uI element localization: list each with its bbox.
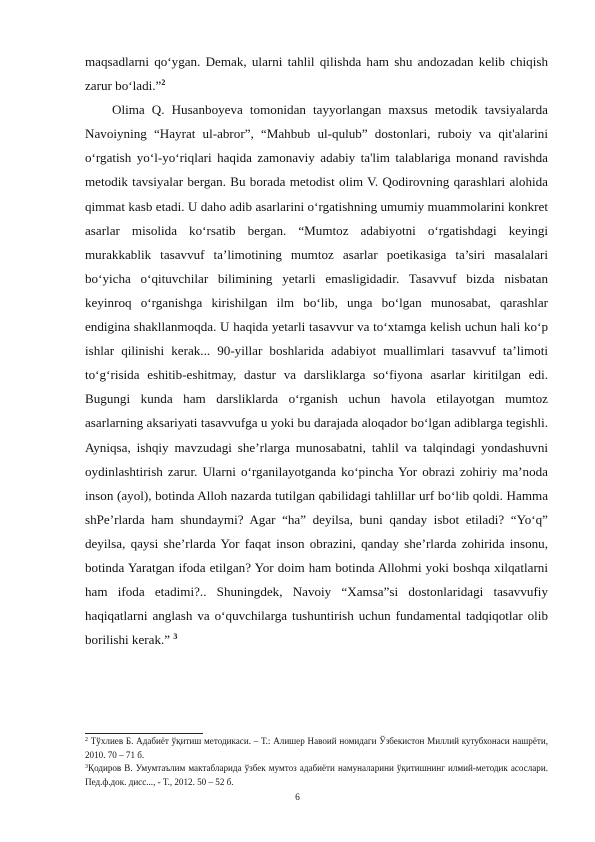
footnote-3-text: Қодиров В. Умумтаълим мактабларида ўзбек мумтоз адабиёти намуналарини ўқитишнинг илмий-методик асослари. Пед.ф.док. дисс..., - Т., 2012. 50 – 52 б. xyxy=(85,763,548,787)
page-number: 6 xyxy=(295,793,300,803)
paragraph-1-text: maqsadlarni qo‘ygan. Demak, ularni tahlil qilishda ham shu andozadan kelib chiqish zarur bo‘ladi.” xyxy=(85,54,548,94)
paragraph-2-text: Olima Q. Husanboyeva tomonidan tayyorlangan maxsus metodik tavsiyalarda Navoiyning “Hayrat ul-abror”, “Mahbub ul-qulub” dostonlari, ruboiy va qit'alarini o‘rgatish yo‘l-yo‘riqlari haqida zamonaviy adabiy ta'lim talablariga monand ravishda metodik tavsiyalar bergan. Bu borada metodist olim V. Qodirovning qarashlari alohida qimmat kasb etadi. U daho adib asarlarini o‘rgatishning umumiy muammolarini konkret asarlar misolida ko‘rsatib bergan. “Mumtoz adabiyotni o‘rgatishdagi keyingi murakkablik tasavvuf ta’limotining mumtoz asarlar poetikasiga ta’siri masalalari bo‘yicha o‘qituvchilar bilimining yetarli emasligidadir. Tasavvuf bizda nisbatan keyinroq o‘rganishga kirishilgan ilm bo‘lib, unga bo‘lgan munosabat, qarashlar endigina shakllanmoqda. U haqida yetarli tasavvur va to‘xtamga kelish uchun hali ko‘p ishlar qilinishi kerak... 90-yillar boshlarida adabiyot muallimlari tasavvuf ta’limoti to‘g‘risida eshitib-eshitmay, dastur va darsliklarga so‘fiyona asarlar kiritilgan edi. Bugungi kunda ham darsliklarda o‘rganish uchun havola etilayotgan mumtoz asarlarning aksariyati tasavvufga u yoki bu darajada aloqador bo‘lgan adiblarga tegishli. Ayniqsa, ishqiy mavzudagi she’rlarga munosabatni, tahlil va talqindagi yondashuvni oydinlashtirish zarur. Ularni o‘rganilayotganda ko‘pincha Yor obrazi zohiriy ma’noda inson (ayol), botinda Alloh nazarda tutilgan qabilidagi tahlillar urf bo‘lib qoldi. Hamma shPe’rlarda ham shundaymi? Agar “ha” deyilsa, buni qanday isbot etiladi? “Yo‘q” deyilsa, qaysi she’rlarda Yor faqat inson obrazini, qanday she’rlarda zohirida insonu, botinda Yaratgan ifoda etilgan? Yor doim ham botinda Allohmi yoki boshqa xilqatlarni ham ifoda etadimi?.. Shuningdek, Navoiy “Xamsa”si dostonlaridagi tasavvufiy haqiqatlarni anglash va o‘quvchilarga tushuntirish uchun fundamental tadqiqotlar olib borilishi kerak.” xyxy=(85,102,548,648)
main-text xyxy=(85,50,548,652)
footnotes xyxy=(85,735,548,789)
paragraph-2 xyxy=(85,98,548,652)
footnote-2-text: Тўхлиев Б. Адабиёт ўқитиш методикаси. – Т.: Алишер Навоий номидаги Ўзбекистон Миллий кутубхонаси нашрёти, 2010. 70 – 71 б. xyxy=(85,736,548,760)
footnote-2-number: 2 xyxy=(85,737,88,743)
footnote-2 xyxy=(85,735,548,762)
footnote-3 xyxy=(85,762,548,789)
paragraph-1 xyxy=(85,50,548,98)
footnote-3-number: 3 xyxy=(85,764,88,771)
footnote-divider xyxy=(85,733,203,734)
footnote-ref-3[interactable]: 3 xyxy=(173,632,178,642)
footnote-ref-2[interactable]: 2 xyxy=(161,78,166,88)
